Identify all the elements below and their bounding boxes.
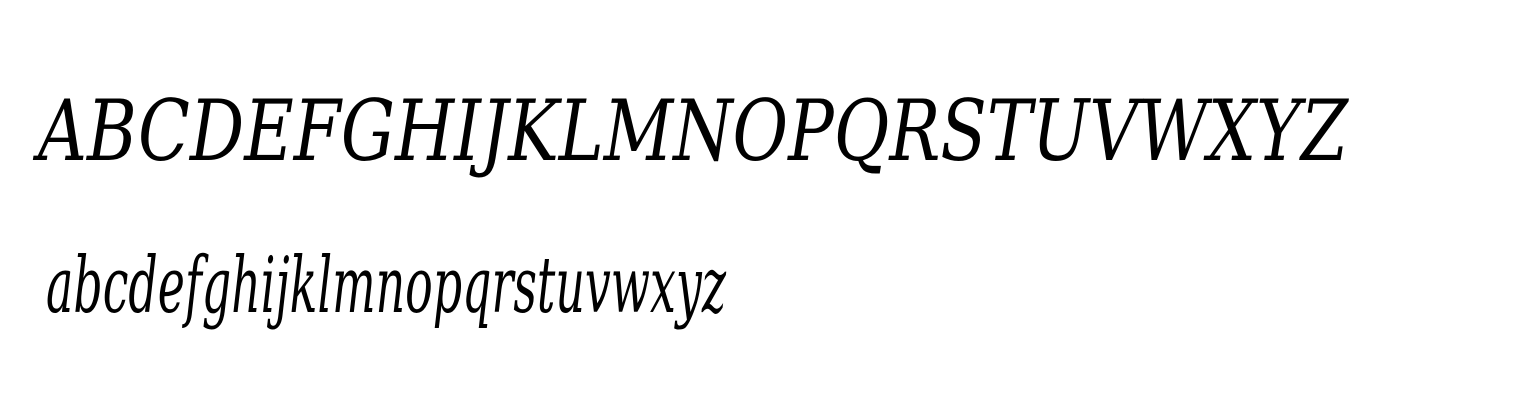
uppercase-alphabet: ABCDEFGHIJKLMNOPQRSTUVWXYZ xyxy=(32,82,1350,180)
lowercase-alphabet: abcdefghijklmnopqrstuvwxyz xyxy=(46,241,727,331)
